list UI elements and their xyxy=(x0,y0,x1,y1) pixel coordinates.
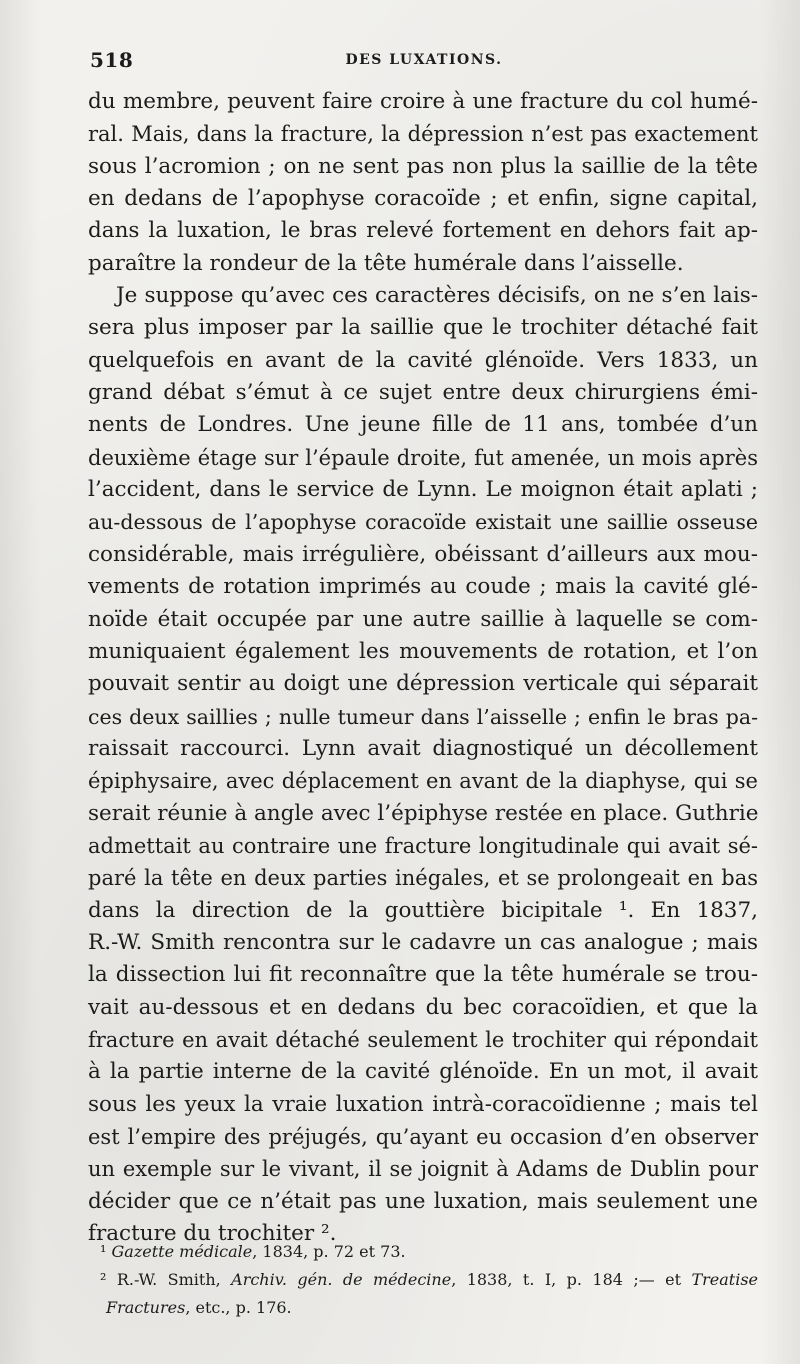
footnote-citation: , 1838, t. I, p. 184 ;— et xyxy=(451,1270,692,1289)
text-line: considérable, mais irrégulière, obéissant d’ailleurs aux mou- xyxy=(88,541,758,567)
text-line: fracture en avait détaché seulement le trochiter qui répondait xyxy=(88,1027,758,1052)
footnote-book-title: Treatise xyxy=(691,1270,759,1289)
running-head: DES LUXATIONS. xyxy=(345,52,503,68)
text-line: décider que ce n’était pas une luxation, mais seulement une xyxy=(88,1188,758,1214)
text-line: épiphysaire, avec déplacement en avant de la diaphyse, qui se xyxy=(88,769,758,794)
text-line: noïde était occupée par une autre saillie à laquelle se com- xyxy=(88,606,758,632)
text-line: la dissection lui fit reconnaître que la tête humérale se trou- xyxy=(88,962,758,988)
text-line: est l’empire des préjugés, qu’ayant eu occasion d’en observer xyxy=(88,1125,758,1149)
text-line: l’accident, dans le service de Lynn. Le moignon était aplati ; xyxy=(88,477,758,503)
text-line: fracture du trochiter ². xyxy=(88,1221,337,1247)
text-line: grand débat s’émut à ce sujet entre deux chirurgiens émi- xyxy=(88,380,758,406)
text-line: Je suppose qu’avec ces caractères décisifs, on ne s’en lais- xyxy=(116,283,758,309)
text-line: muniquaient également les mouvements de rotation, et l’on xyxy=(88,638,758,664)
text-line: admettait au contraire une fracture longitudinale qui avait sé- xyxy=(88,833,758,858)
text-line: vements de rotation imprimés au coude ; mais la cavité glé- xyxy=(88,574,758,600)
text-line: sous les yeux la vraie luxation intrà-coracoïdienne ; mais tel xyxy=(88,1091,758,1117)
text-line: raissait raccourci. Lynn avait diagnostiqué un décollement xyxy=(88,735,758,761)
text-line: ral. Mais, dans la fracture, la dépression n’est pas exactement xyxy=(88,122,758,147)
text-line: au-dessous de l’apophyse coracoïde existait une saillie osseuse xyxy=(88,510,758,535)
text-line: vait au-dessous et en dedans du bec coracoïdien, et que la xyxy=(88,994,758,1020)
footnote-citation: , 1834, p. 72 et 73. xyxy=(252,1242,406,1261)
footnote-citation: , etc., p. 176. xyxy=(185,1298,292,1317)
footnote-1 xyxy=(100,1238,758,1266)
text-line: paré la tête en deux parties inégales, et se prolongeait en bas xyxy=(88,866,758,891)
text-line: serait réunie à angle avec l’épiphyse restée en place. Guthrie xyxy=(88,800,759,826)
text-line: un exemple sur le vivant, il se joignit à Adams de Dublin pour xyxy=(88,1157,758,1182)
footnote-journal-title: Gazette médicale xyxy=(111,1242,253,1261)
text-line: R.-W. Smith rencontra sur le cadavre un cas analogue ; mais xyxy=(88,929,758,955)
page-number: 518 xyxy=(90,48,134,72)
footnote-2-continued xyxy=(100,1294,758,1322)
text-line: dans la direction de la gouttière bicipitale ¹. En 1837, xyxy=(88,897,758,923)
text-line: pouvait sentir au doigt une dépression verticale qui séparait xyxy=(88,671,758,697)
page-header xyxy=(90,44,758,76)
text-line: à la partie interne de la cavité glénoïde. En un mot, il avait xyxy=(88,1059,758,1085)
footnote-2 xyxy=(100,1266,758,1294)
footnote-marker: ¹ xyxy=(100,1242,107,1261)
text-line: sera plus imposer par la saillie que le trochiter détaché fait xyxy=(88,315,758,341)
footnote-marker: ² xyxy=(100,1270,107,1289)
body-text xyxy=(88,86,758,1250)
text-line: ces deux saillies ; nulle tumeur dans l’aisselle ; enfin le bras pa- xyxy=(88,704,758,729)
text-line: deuxième étage sur l’épaule droite, fut amenée, un mois après xyxy=(88,445,758,470)
text-line: du membre, peuvent faire croire à une fracture du col humé- xyxy=(88,89,758,114)
text-line: nents de Londres. Une jeune fille de 11 ans, tombée d’un xyxy=(88,412,758,438)
text-line: sous l’acromion ; on ne sent pas non plus la saillie de la tête xyxy=(88,153,758,179)
footnote-journal-title: Archiv. gén. de médecine xyxy=(231,1270,452,1289)
text-line: quelquefois en avant de la cavité glénoïde. Vers 1833, un xyxy=(88,347,758,373)
text-line: paraître la rondeur de la tête humérale dans l’aisselle. xyxy=(88,250,684,276)
text-line: en dedans de l’apophyse coracoïde ; et enfin, signe capital, xyxy=(88,186,758,212)
footnotes xyxy=(100,1238,758,1322)
footnote-book-title: Fractures xyxy=(106,1298,186,1317)
text-line: dans la luxation, le bras relevé fortement en dehors fait ap- xyxy=(88,218,758,244)
footnote-author: R.-W. Smith, xyxy=(116,1270,232,1289)
